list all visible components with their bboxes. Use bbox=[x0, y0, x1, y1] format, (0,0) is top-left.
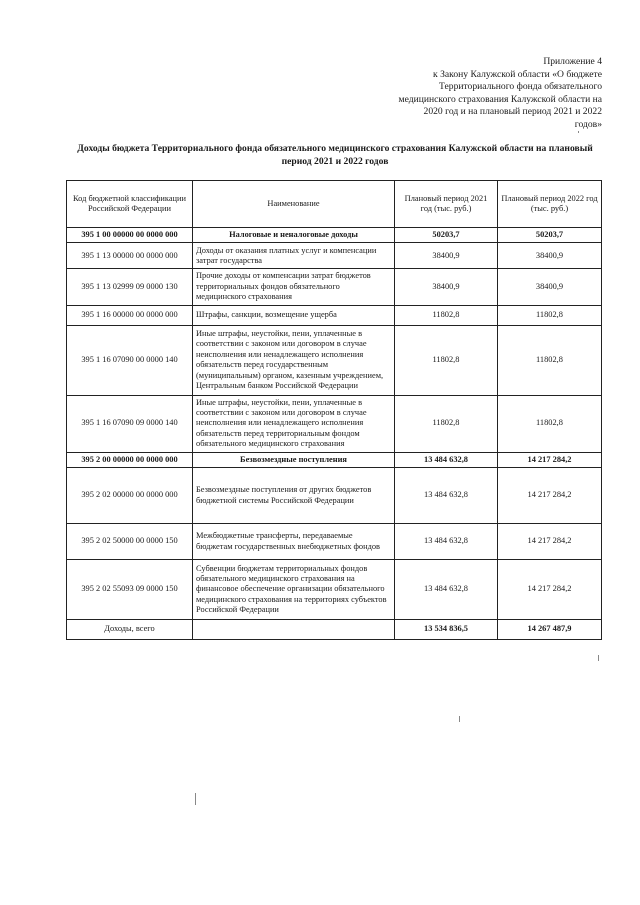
appendix-line: медицинского страхования Калужской области на bbox=[398, 93, 602, 105]
row-name: Прочие доходы от компенсации затрат бюджетов территориальных фондов обязательного медицинского страхования bbox=[193, 269, 395, 305]
row-value-2021: 38400,9 bbox=[395, 243, 498, 269]
row-value-2021: 11802,8 bbox=[395, 305, 498, 325]
row-code: 395 1 13 02999 09 0000 130 bbox=[67, 269, 193, 305]
header-name: Наименование bbox=[193, 181, 395, 228]
revenue-table bbox=[66, 180, 602, 640]
appendix-line: к Закону Калужской области «О бюджете bbox=[433, 68, 602, 80]
header-code: Код бюджетной классификации Российской Федерации bbox=[67, 181, 193, 228]
row-value-2022: 14 217 284,2 bbox=[498, 560, 602, 620]
header-2022: Плановый период 2022 год (тыс. руб.) bbox=[498, 181, 602, 228]
table-row bbox=[67, 452, 602, 467]
row-value-2021: 13 484 632,8 bbox=[395, 524, 498, 560]
table-row bbox=[67, 305, 602, 325]
scan-speck bbox=[195, 793, 196, 805]
scan-speck bbox=[459, 716, 460, 722]
row-code: 395 2 02 55093 09 0000 150 bbox=[67, 560, 193, 620]
row-value-2022: 14 217 284,2 bbox=[498, 468, 602, 524]
row-name: Субвенции бюджетам территориальных фондов обязательного медицинского страхования на финансовое обеспечение организации обязательного медицинского страхования на территориях субъектов Российской Федерации bbox=[193, 560, 395, 620]
appendix-line: Приложение 4 bbox=[543, 56, 602, 67]
header-2021: Плановый период 2021 год (тыс. руб.) bbox=[395, 181, 498, 228]
row-code: 395 2 02 00000 00 0000 000 bbox=[67, 468, 193, 524]
table-header-row bbox=[67, 181, 602, 228]
total-value-2021: 13 534 836,5 bbox=[395, 620, 498, 640]
row-name: Налоговые и неналоговые доходы bbox=[193, 228, 395, 243]
row-name: Межбюджетные трансферты, передаваемые бюджетам государственных внебюджетных фондов bbox=[193, 524, 395, 560]
row-code: 395 1 16 07090 00 0000 140 bbox=[67, 325, 193, 395]
document-title-line: Доходы бюджета Территориального фонда обязательного медицинского страхования Калужской области на плановый bbox=[77, 143, 593, 154]
row-value-2022: 14 217 284,2 bbox=[498, 524, 602, 560]
row-value-2022: 11802,8 bbox=[498, 325, 602, 395]
row-value-2022: 11802,8 bbox=[498, 395, 602, 452]
appendix-line: годов» bbox=[574, 118, 602, 130]
row-code: 395 1 16 00000 00 0000 000 bbox=[67, 305, 193, 325]
row-name: Доходы от оказания платных услуг и компенсации затрат государства bbox=[193, 243, 395, 269]
row-value-2022: 11802,8 bbox=[498, 305, 602, 325]
table-row bbox=[67, 325, 602, 395]
row-name: Иные штрафы, неустойки, пени, уплаченные в соответствии с законом или договором в случае неисполнения или ненадлежащего исполнения обязательств перед государственным (муниципальным) органом, казенным учреждением, Центральным банком Российской Федерации bbox=[193, 325, 395, 395]
document-title-line: период 2021 и 2022 годов bbox=[281, 155, 389, 167]
table-row bbox=[67, 524, 602, 560]
table-row bbox=[67, 468, 602, 524]
row-value-2022: 50203,7 bbox=[498, 228, 602, 243]
total-name bbox=[193, 620, 395, 640]
row-value-2022: 14 217 284,2 bbox=[498, 452, 602, 467]
row-value-2021: 11802,8 bbox=[395, 395, 498, 452]
row-code: 395 1 16 07090 09 0000 140 bbox=[67, 395, 193, 452]
row-value-2022: 38400,9 bbox=[498, 269, 602, 305]
row-value-2021: 13 484 632,8 bbox=[395, 560, 498, 620]
row-name: Безвозмездные поступления bbox=[193, 452, 395, 467]
row-name: Штрафы, санкции, возмещение ущерба bbox=[193, 305, 395, 325]
table-row bbox=[67, 269, 602, 305]
scan-speck bbox=[578, 131, 579, 133]
appendix-line: 2020 год и на плановый период 2021 и 2022 bbox=[423, 106, 602, 118]
appendix-line: Территориального фонда обязательного bbox=[439, 81, 602, 93]
document-title bbox=[70, 143, 600, 168]
row-code: 395 2 00 00000 00 0000 000 bbox=[67, 452, 193, 467]
table-row bbox=[67, 395, 602, 452]
scan-speck bbox=[598, 655, 599, 661]
row-value-2021: 38400,9 bbox=[395, 269, 498, 305]
row-name: Безвозмездные поступления от других бюджетов бюджетной системы Российской Федерации bbox=[193, 468, 395, 524]
row-code: 395 1 13 00000 00 0000 000 bbox=[67, 243, 193, 269]
row-value-2021: 13 484 632,8 bbox=[395, 452, 498, 467]
total-value-2022: 14 267 487,9 bbox=[498, 620, 602, 640]
table-row bbox=[67, 243, 602, 269]
row-value-2021: 11802,8 bbox=[395, 325, 498, 395]
table-row bbox=[67, 228, 602, 243]
row-name: Иные штрафы, неустойки, пени, уплаченные в соответствии с законом или договором в случае неисполнения или ненадлежащего исполнения обязательств перед территориальным фондом обязательного медицинского страхования bbox=[193, 395, 395, 452]
total-label: Доходы, всего bbox=[67, 620, 193, 640]
appendix-note bbox=[342, 56, 602, 132]
row-code: 395 1 00 00000 00 0000 000 bbox=[67, 228, 193, 243]
row-value-2021: 50203,7 bbox=[395, 228, 498, 243]
table-row bbox=[67, 560, 602, 620]
row-code: 395 2 02 50000 00 0000 150 bbox=[67, 524, 193, 560]
row-value-2021: 13 484 632,8 bbox=[395, 468, 498, 524]
row-value-2022: 38400,9 bbox=[498, 243, 602, 269]
table-total-row bbox=[67, 620, 602, 640]
